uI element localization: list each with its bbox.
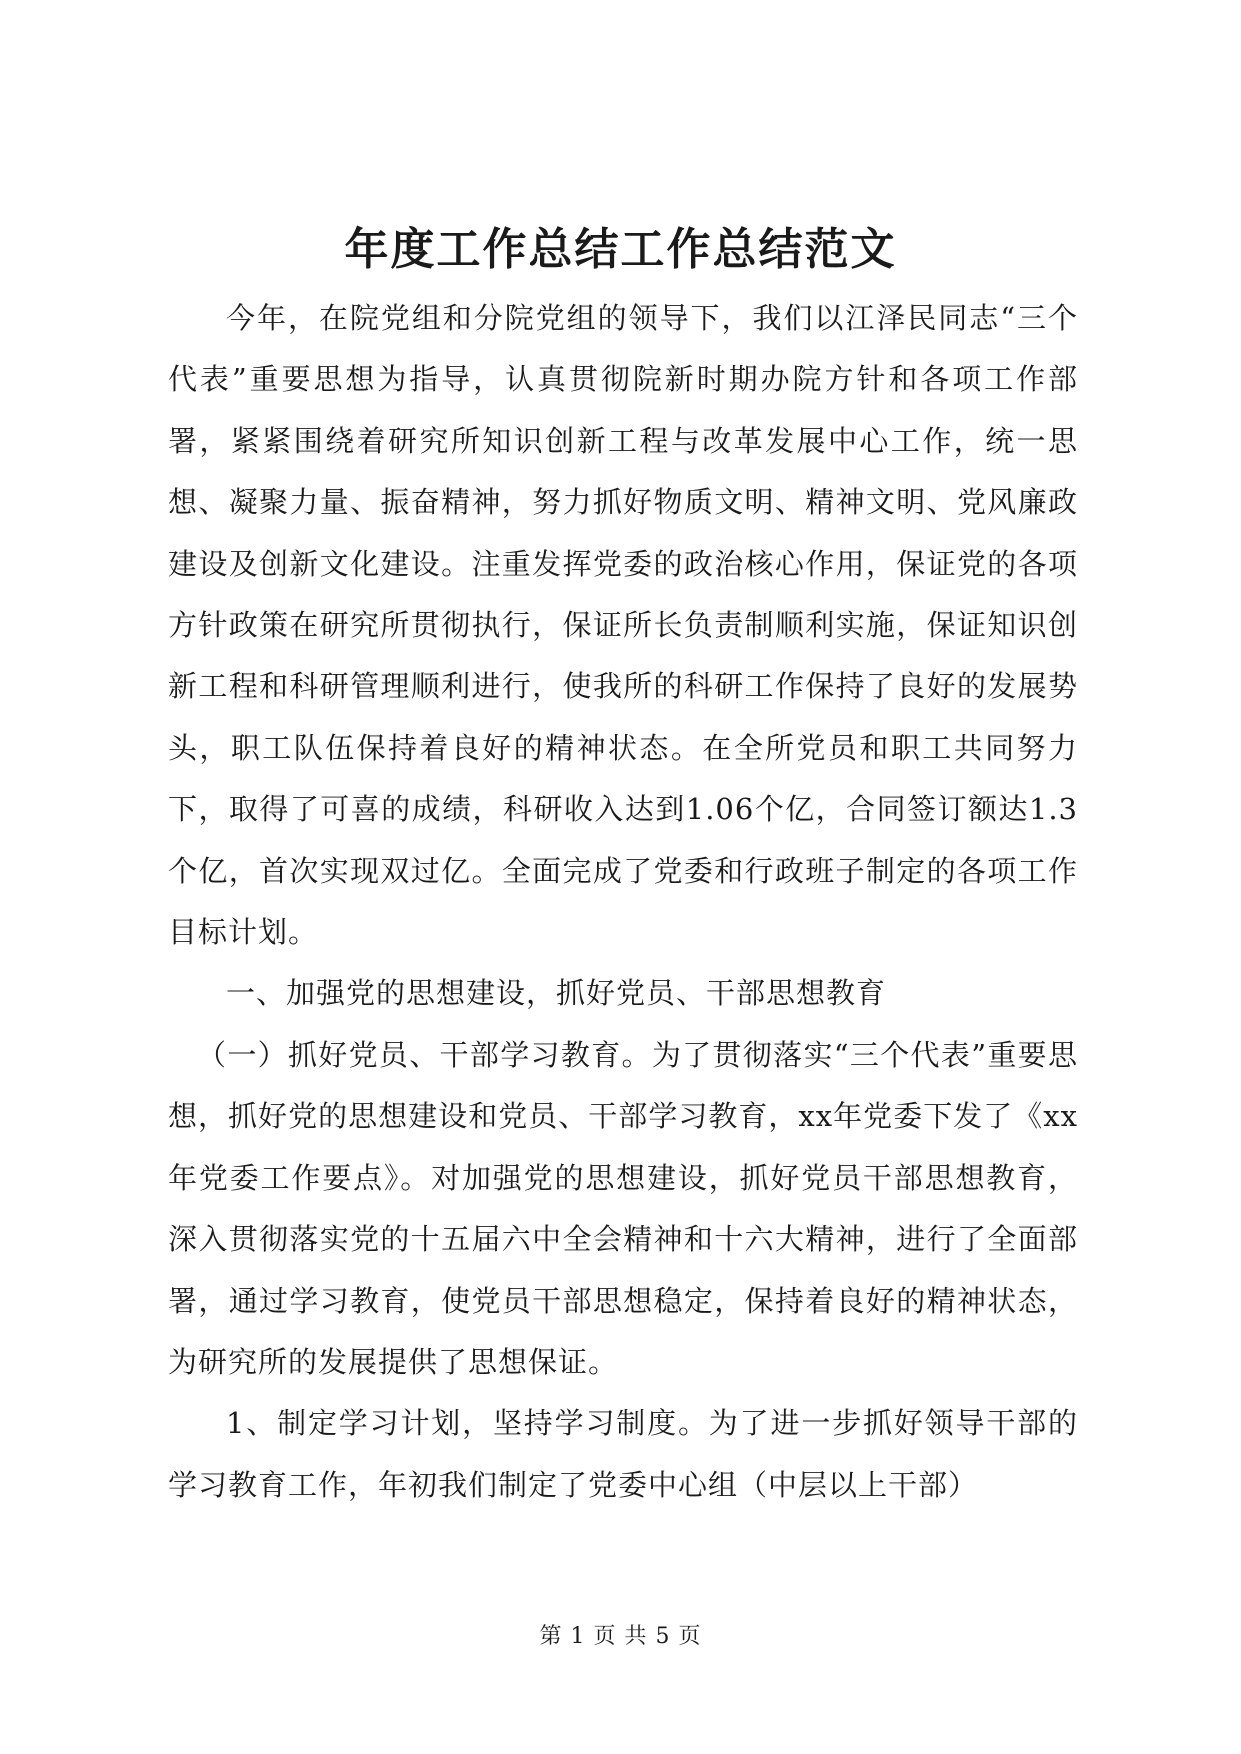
subsection-paragraph: （一）抓好党员、干部学习教育。为了贯彻落实“三个代表”重要思想，抓好党的思想建设和党员、干部学习教育，xx年党委下发了《xx年党委工作要点》。对加强党的思想建设，抓好党员干部思想教育，深入贯彻落实党的十五届六中全会精神和十六大精神，进行了全面部署，通过学习教育，使党员干部思想稳定，保持着良好的精神状态，为研究所的发展提供了思想保证。: [168, 1037, 1078, 1379]
document-body: [168, 288, 1078, 1516]
document-title: 年度工作总结工作总结范文: [344, 224, 897, 275]
page-footer: 第 1 页 共 5 页: [539, 1624, 702, 1649]
section-heading: 一、加强党的思想建设，抓好党员、干部思想教育: [226, 976, 887, 1011]
item-paragraph: 1、制定学习计划，坚持学习制度。为了进一步抓好领导干部的学习教育工作，年初我们制定了党委中心组（中层以上干部）: [168, 1406, 1078, 1502]
intro-paragraph: 今年，在院党组和分院党组的领导下，我们以江泽民同志“三个代表”重要思想为指导，认真贯彻院新时期办院方针和各项工作部署，紧紧围绕着研究所知识创新工程与改革发展中心工作，统一思想、凝聚力量、振奋精神，努力抓好物质文明、精神文明、党风廉政建设及创新文化建设。注重发挥党委的政治核心作用，保证党的各项方针政策在研究所贯彻执行，保证所长负责制顺利实施，保证知识创新工程和科研管理顺利进行，使我所的科研工作保持了良好的发展势头，职工队伍保持着良好的精神状态。在全所党员和职工共同努力下，取得了可喜的成绩，科研收入达到1.06个亿，合同签订额达1.3个亿，首次实现双过亿。全面完成了党委和行政班子制定的各项工作目标计划。: [168, 301, 1078, 950]
